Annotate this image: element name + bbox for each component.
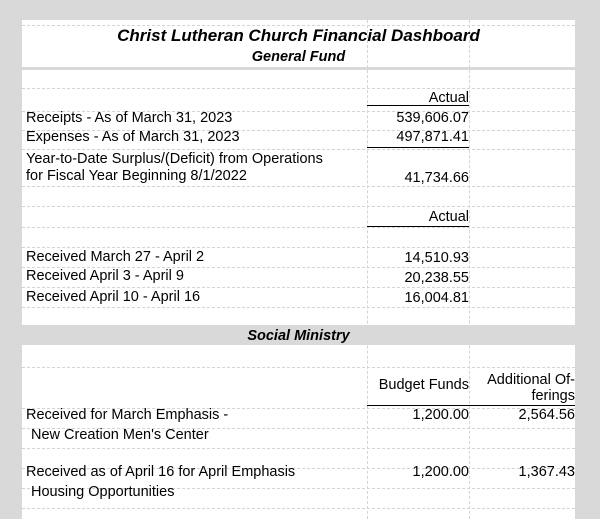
surplus-label-line1: Year-to-Date Surplus/(Deficit) from Operations xyxy=(26,151,323,167)
emphasis-row1-budget: 1,200.00 xyxy=(412,407,469,423)
general-fund-heading: General Fund xyxy=(251,49,346,65)
spreadsheet-sheet xyxy=(22,20,575,519)
emphasis-row2-budget: 1,200.00 xyxy=(412,464,469,480)
week-value-1: 14,510.93 xyxy=(404,250,469,266)
social-ministry-heading: Social Ministry xyxy=(247,328,350,344)
week-value-3: 16,004.81 xyxy=(404,290,469,306)
additional-offerings-header-line2: ferings xyxy=(531,388,575,404)
surplus-label-line2: for Fiscal Year Beginning 8/1/2022 xyxy=(26,168,247,184)
page-title: Christ Lutheran Church Financial Dashboard xyxy=(117,26,480,45)
surplus-value: 41,734.66 xyxy=(404,170,469,186)
actual-header-1: Actual xyxy=(428,90,469,106)
actual-header-2: Actual xyxy=(428,209,469,225)
emphasis-row1-label-line2: New Creation Men's Center xyxy=(31,427,209,443)
expenses-label: Expenses - As of March 31, 2023 xyxy=(26,129,240,145)
week-value-2: 20,238.55 xyxy=(404,270,469,286)
additional-offerings-header-line1: Additional Of- xyxy=(487,372,575,388)
receipts-value: 539,606.07 xyxy=(396,110,469,126)
week-label-1: Received March 27 - April 2 xyxy=(26,249,205,265)
week-label-2: Received April 3 - April 9 xyxy=(26,268,184,284)
header-underline-2 xyxy=(367,226,469,227)
week-label-3: Received April 10 - April 16 xyxy=(26,289,201,305)
emphasis-row2-label-line2: Housing Opportunities xyxy=(31,484,175,500)
budget-funds-header: Budget Funds xyxy=(378,377,469,393)
emphasis-row1-additional: 2,564.56 xyxy=(518,407,575,423)
emphasis-row1-label-line1: Received for March Emphasis - xyxy=(26,407,229,423)
emphasis-row2-label-line1: Received as of April 16 for April Emphasis xyxy=(26,464,296,480)
band-after-header xyxy=(22,67,575,70)
emphasis-row2-additional: 1,367.43 xyxy=(518,464,575,480)
total-underline xyxy=(367,147,469,148)
receipts-label: Receipts - As of March 31, 2023 xyxy=(26,110,233,126)
expenses-value: 497,871.41 xyxy=(396,129,469,145)
